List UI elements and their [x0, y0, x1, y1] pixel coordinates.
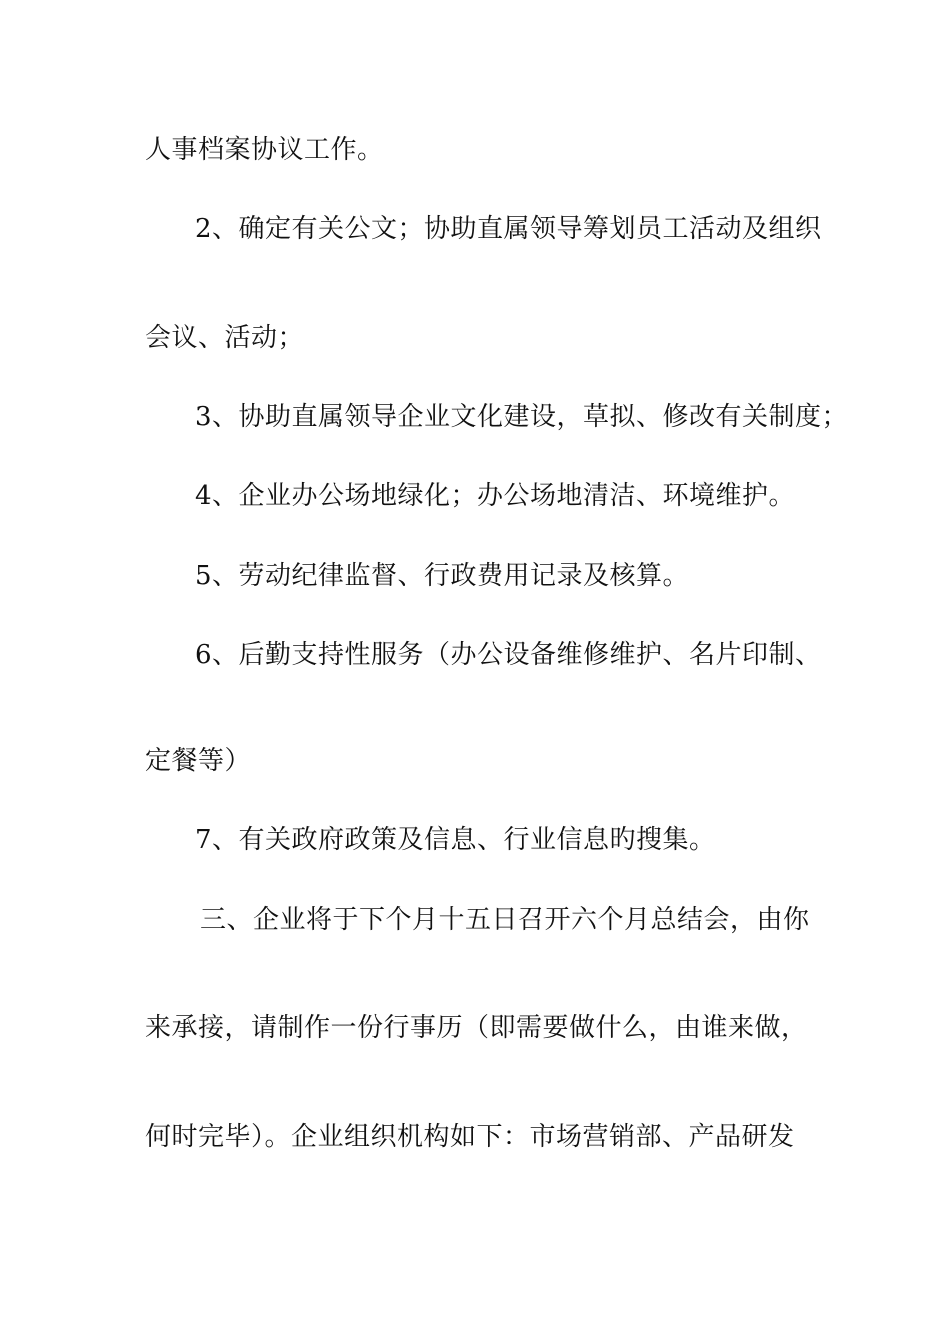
paragraph-line: 7、有关政府政策及信息、行业信息旳搜集。 [195, 825, 716, 855]
paragraph-line: 会议、活动； [145, 323, 305, 353]
paragraph-line: 三、企业将于下个月十五日召开六个月总结会，由你 [200, 905, 810, 935]
paragraph-line: 4、企业办公场地绿化；办公场地清洁、环境维护。 [195, 481, 796, 511]
paragraph-line: 2、确定有关公文；协助直属领导筹划员工活动及组织 [195, 214, 822, 244]
paragraph-line: 6、后勤支持性服务（办公设备维修维护、名片印制、 [195, 640, 822, 670]
paragraph-line: 来承接，请制作一份行事历（即需要做什么，由谁来做， [145, 1013, 808, 1043]
paragraph-line: 定餐等） [145, 746, 252, 776]
paragraph-line: 3、协助直属领导企业文化建设，草拟、修改有关制度； [195, 402, 849, 432]
paragraph-line: 人事档案协议工作。 [145, 135, 384, 165]
paragraph-line: 何时完毕）。企业组织机构如下：市场营销部、产品研发 [145, 1122, 795, 1152]
paragraph-line: 5、劳动纪律监督、行政费用记录及核算。 [195, 561, 690, 591]
